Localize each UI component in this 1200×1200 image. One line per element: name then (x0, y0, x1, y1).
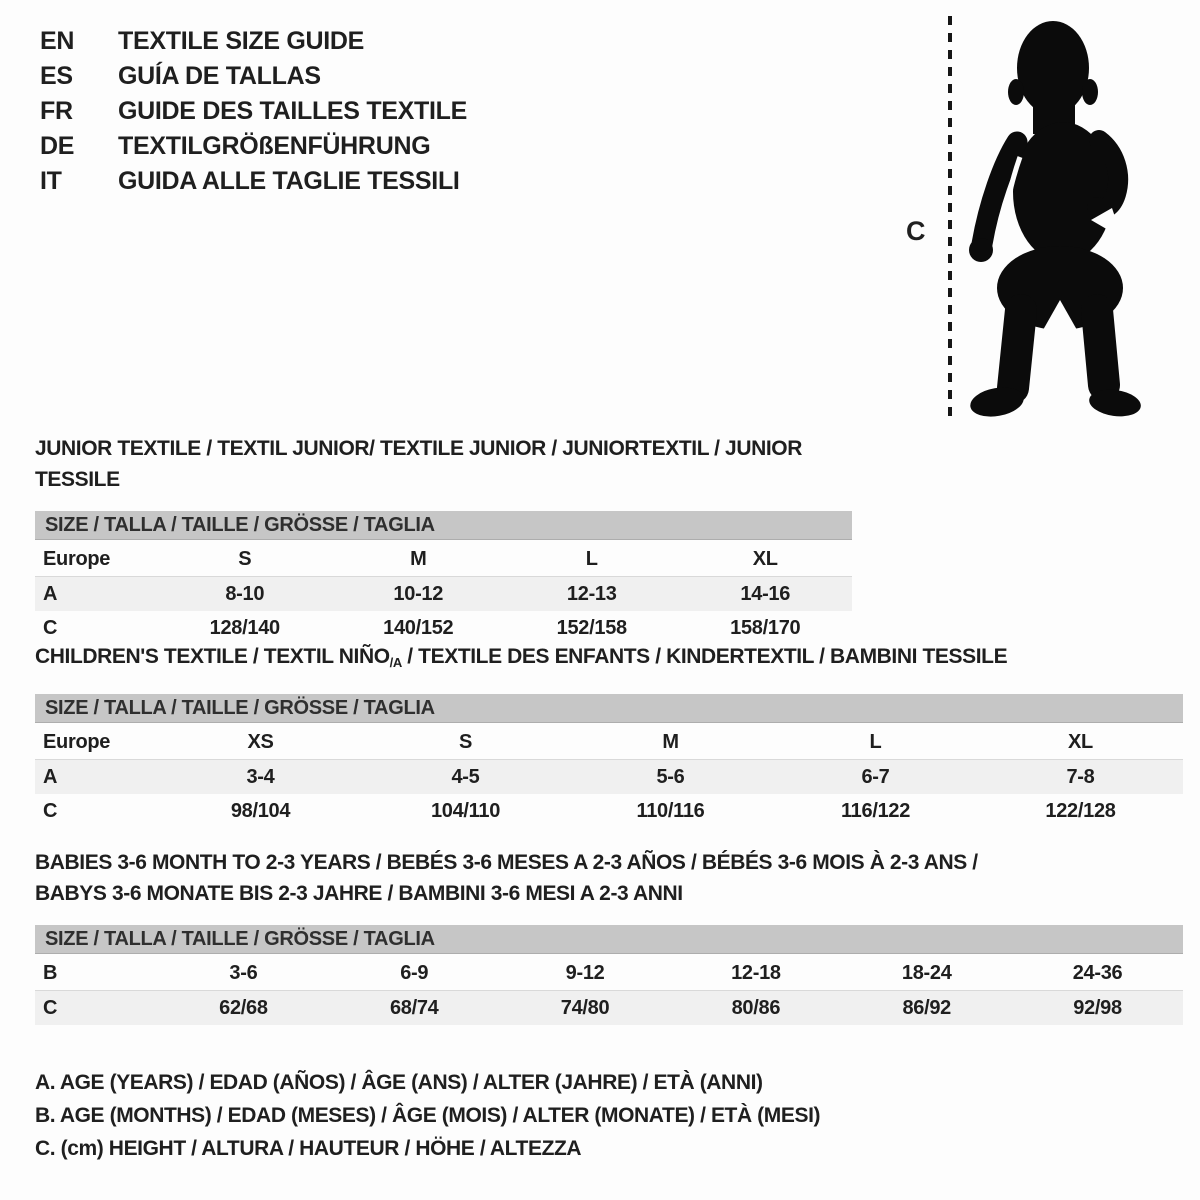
row-label: B (43, 962, 58, 984)
size-cell: 6-9 (400, 962, 429, 984)
size-cell: 7-8 (1066, 765, 1095, 788)
section-title (35, 847, 1183, 909)
row-label: Europe (43, 731, 111, 753)
table-row (35, 543, 852, 577)
language-title: GUIDE DES TAILLES TEXTILE (118, 97, 468, 125)
size-table (35, 511, 852, 645)
size-cell: 18-24 (901, 962, 952, 984)
section-title-line (35, 433, 852, 495)
section-title-text: /A (389, 655, 402, 670)
language-title: TEXTILE SIZE GUIDE (118, 27, 365, 55)
size-cell: 92/98 (1073, 996, 1122, 1019)
size-cell: 140/152 (383, 616, 454, 639)
size-cell: 12-18 (731, 962, 781, 984)
language-code: FR (40, 97, 73, 125)
size-cell: 12-13 (566, 582, 617, 605)
table-row (35, 794, 1183, 828)
section-title (35, 641, 1183, 678)
table-header: SIZE / TALLA / TAILLE / GRÖSSE / TAGLIA (35, 511, 852, 540)
language-row (40, 24, 467, 59)
legend-line: B. AGE (MONTHS) / EDAD (MESES) / ÂGE (MOIS) / ALTER (MONATE) / ETÀ (MESI) (35, 1104, 821, 1127)
size-cell: 152/158 (556, 616, 627, 639)
table-row (35, 726, 1183, 760)
language-code: IT (40, 167, 62, 195)
size-cell: 74/80 (560, 996, 610, 1019)
size-cell: 6-7 (861, 765, 890, 788)
row-label: Europe (43, 548, 111, 570)
size-cell: XS (247, 731, 274, 753)
table-row (35, 611, 852, 645)
size-table (35, 694, 1183, 828)
size-cell: 5-6 (656, 765, 685, 788)
language-row (40, 94, 467, 129)
size-cell: 98/104 (230, 799, 291, 822)
size-cell: L (869, 731, 882, 753)
size-cell: 3-4 (246, 765, 275, 788)
legend-line: A. AGE (YEARS) / EDAD (AÑOS) / ÂGE (ANS) / ALTER (JAHRE) / ETÀ (ANNI) (35, 1071, 763, 1094)
row-label: A (43, 765, 58, 788)
height-measure-label: C (906, 216, 926, 246)
language-title-block (40, 24, 467, 199)
language-code: EN (40, 27, 75, 55)
section-title-line (35, 847, 1183, 878)
table-row (35, 957, 1183, 991)
section-title-line (35, 641, 1183, 678)
babies-textile-section (35, 847, 1183, 1025)
height-measure-dashed-line (948, 16, 952, 416)
row-label: C (43, 799, 58, 822)
size-cell: L (585, 548, 598, 570)
size-cell: M (662, 731, 679, 753)
table-header: SIZE / TALLA / TAILLE / GRÖSSE / TAGLIA (35, 694, 1183, 723)
language-row (40, 164, 467, 199)
size-cell: 128/140 (209, 616, 280, 639)
size-cell: 158/170 (730, 616, 801, 639)
section-title-text: CHILDREN'S TEXTILE / TEXTIL NIÑO (35, 645, 390, 668)
size-cell: 122/128 (1045, 799, 1116, 822)
section-title-line (35, 878, 1183, 909)
size-cell: 116/122 (840, 799, 911, 822)
language-code: DE (40, 132, 75, 160)
row-label: A (43, 582, 58, 605)
language-code: ES (40, 62, 73, 90)
size-cell: 9-12 (565, 962, 605, 984)
section-title (35, 433, 852, 495)
childrens-textile-section (35, 641, 1183, 828)
size-cell: 80/86 (731, 996, 781, 1019)
size-cell: 24-36 (1072, 962, 1123, 984)
section-title-text: BABIES 3-6 MONTH TO 2-3 YEARS / BEBÉS 3-6 MESES A 2-3 AÑOS / BÉBÉS 3-6 MOIS À 2-3 ANS / (35, 851, 978, 874)
legend-line: C. (cm) HEIGHT / ALTURA / HAUTEUR / HÖHE / ALTEZZA (35, 1137, 582, 1160)
language-row (40, 129, 467, 164)
legend-block (35, 1066, 820, 1165)
size-cell: XL (1068, 731, 1093, 753)
size-cell: M (410, 548, 427, 570)
table-row (35, 577, 852, 611)
language-title: GUIDA ALLE TAGLIE TESSILI (118, 167, 460, 195)
size-cell: 10-12 (393, 582, 444, 605)
size-cell: 14-16 (740, 582, 791, 605)
language-title: GUÍA DE TALLAS (118, 62, 321, 90)
language-row (40, 59, 467, 94)
row-label: C (43, 996, 58, 1019)
section-title-text: BABYS 3-6 MONATE BIS 2-3 JAHRE / BAMBINI 3-6 MESI A 2-3 ANNI (35, 882, 683, 905)
size-cell: XL (752, 548, 778, 570)
junior-textile-section (35, 433, 852, 645)
size-cell: 8-10 (225, 582, 265, 605)
row-label: C (43, 616, 58, 639)
size-table (35, 925, 1183, 1025)
table-row (35, 991, 1183, 1025)
size-cell: 4-5 (451, 765, 480, 788)
language-title: TEXTILGRÖßENFÜHRUNG (118, 132, 431, 160)
size-cell: 68/74 (389, 996, 439, 1019)
section-title-text: JUNIOR TEXTILE / TEXTIL JUNIOR/ TEXTILE JUNIOR / JUNIORTEXTIL / JUNIOR TESSILE (35, 437, 802, 491)
size-cell: 110/116 (636, 799, 705, 822)
size-cell: 62/68 (219, 996, 268, 1019)
size-cell: S (458, 731, 473, 753)
size-cell: 86/92 (902, 996, 951, 1019)
table-header: SIZE / TALLA / TAILLE / GRÖSSE / TAGLIA (35, 925, 1183, 954)
section-title-text: / TEXTILE DES ENFANTS / KINDERTEXTIL / BAMBINI TESSILE (401, 645, 1008, 668)
size-cell: S (238, 548, 252, 570)
size-cell: 104/110 (430, 799, 501, 822)
size-cell: 3-6 (229, 962, 258, 984)
toddler-silhouette-icon (963, 12, 1149, 422)
table-row (35, 760, 1183, 794)
